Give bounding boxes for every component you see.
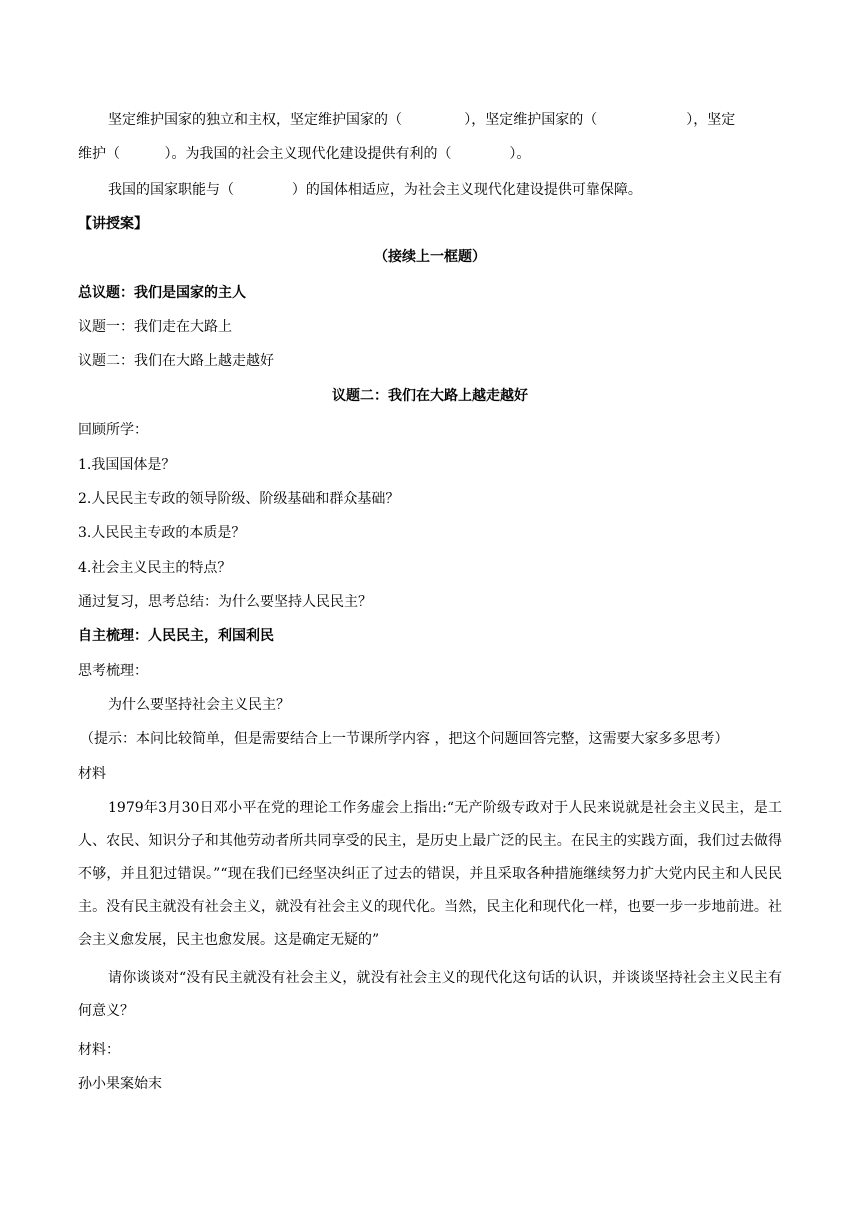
fill-blank-line-1: 坚定维护国家的独立和主权，坚定维护国家的（ ），坚定维护国家的（ ），坚定 [108, 112, 736, 128]
review-summary-question: 通过复习，思考总结：为什么要坚持人民民主？ [78, 594, 372, 610]
case-title: 孙小果案始末 [78, 1076, 162, 1092]
self-study-heading: 自主梳理：人民民主，利国利民 [78, 628, 274, 644]
fill-blank-line-2: 维护（ ）。为我国的社会主义现代化建设提供有利的（ ）。 [78, 146, 531, 162]
section-heading-lecture: 【讲授案】 [78, 216, 148, 232]
discussion-question: 请你谈谈对“没有民主就没有社会主义，就没有社会主义的现代化这句话的认识，并谈谈坚持社会主义民主有何意义？ [78, 970, 782, 1019]
review-question-2: 2.人民民主专政的领导阶级、阶级基础和群众基础？ [78, 491, 400, 507]
topic-two: 议题二：我们在大路上越走越好 [78, 353, 274, 369]
hint-text: （提示：本问比较简单，但是需要结合上一节课所学内容 ，把这个问题回答完整，这需要大家多多思考） [80, 731, 729, 747]
topic-two-heading: 议题二：我们在大路上越走越好 [332, 388, 528, 404]
thinking-question: 为什么要坚持社会主义民主？ [108, 697, 290, 713]
review-question-4: 4.社会主义民主的特点？ [78, 560, 232, 576]
material-paragraph: 1979年3月30日邓小平在党的理论工作务虚会上指出:“无产阶级专政对于人民来说就是社会主义民主，是工人、农民、知识分子和其他劳动者所共同享受的民主，是历史上最广泛的民主。在民主的实践方面，我们过去做得不够，并且犯过错误。”“现在我们已经坚决纠正了过去的错误，并且采取各种措施继续努力扩大党内民主和人民民主。没有民主就没有社会主义，就没有社会主义的现代化。当然，民主化和现代化一样，也要一步一步地前进。社会主义愈发展，民主也愈发展。这是确定无疑的” [78, 800, 782, 948]
topic-one: 议题一：我们走在大路上 [78, 319, 232, 335]
fill-blank-line-3: 我国的国家职能与（ ）的国体相适应，为社会主义现代化建设提供可靠保障。 [108, 182, 642, 198]
material-label-2: 材料： [78, 1042, 120, 1058]
review-question-3: 3.人民民主专政的本质是？ [78, 525, 246, 541]
review-label: 回顾所学： [78, 422, 148, 438]
main-topic: 总议题：我们是国家的主人 [78, 285, 246, 301]
material-label: 材料 [78, 766, 106, 782]
thinking-label: 思考梳理： [78, 663, 148, 679]
continued-heading: （接续上一框题） [374, 249, 486, 265]
review-question-1: 1.我国国体是？ [78, 457, 176, 473]
